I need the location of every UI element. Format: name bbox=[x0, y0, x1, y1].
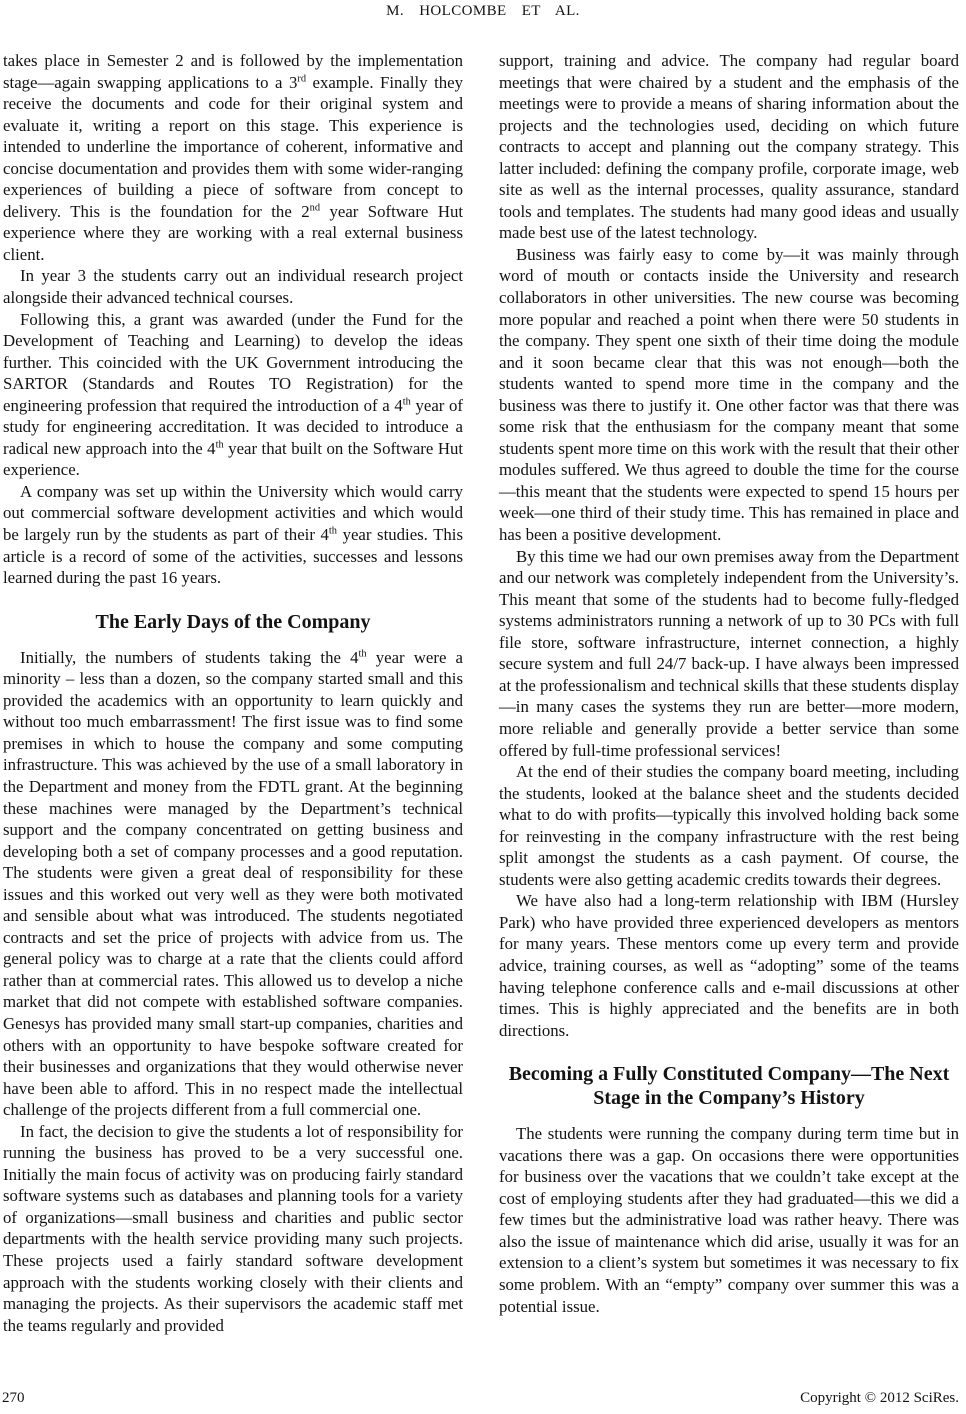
paragraph: In year 3 the students carry out an individual research project alongside their advanced technical courses. bbox=[3, 266, 463, 308]
copyright-notice: Copyright © 2012 SciRes. bbox=[800, 1390, 959, 1406]
paragraph: Business was fairly easy to come by—it was mainly through word of mouth or contacts inside the University and research collaborators in other universities. The new course was becoming more popular and reached a point when there were 50 students in the company. They spent one sixth of their time doing the module and it soon became clear that this was not enough—both the students wanted to spend more time in the company and the business was there to justify it. One other factor was that there was some risk that the enthusiasm for the company meant that some students spent more time on this work with the result that their other modules suffered. We thus agreed to double the time for the course—this meant that the students were expected to spend 15 hours per week—one third of their study time. This has remained in place and has been a positive development. bbox=[499, 244, 959, 545]
right-column bbox=[499, 50, 959, 1336]
left-column bbox=[3, 50, 463, 1336]
paragraph: takes place in Semester 2 and is followed by the implementation stage—again swapping applications to a 3rd example. Finally they receive the documents and code for their original system and evaluate it, writing a report on this stage. This experience is intended to underline the importance of coherent, informative and concise documentation and provides them with some wider-ranging experiences of building a piece of software from concept to delivery. This is the foundation for the 2nd year Software Hut experience where they are working with a real external business client. bbox=[3, 51, 464, 264]
paragraph: In fact, the decision to give the students a lot of responsibility for running the business has proved to be a very successful one. Initially the main focus of activity was on producing fairly standard software systems such as databases and planning tools for a variety of organizations—small business and charities and public sector departments with the health service providing many such projects. These projects used a fairly standard software development approach with the students working closely with their clients and managing the projects. As their supervisors the academic staff met the teams regularly and provided bbox=[3, 1121, 463, 1335]
paragraph: Initially, the numbers of students taking the 4th year were a minority – less than a dozen, so the company started small and this provided the academics with an opportunity to learn quickly and without too much embarrassment! The first issue was to find some premises in which to house the company and some computing infrastructure. This was achieved by the use of a small laboratory in the Department and money from the FDTL grant. At the beginning these machines were managed by the Department’s technical support and the company concentrated on getting business and developing both a set of company processes and a good reputation. The students were given a great deal of responsibility for these issues and this worked out very well as they were both motivated and sensible about what was introduced. The students negotiated contracts and set the price of projects with advice from us. The general policy was to charge at a rate that the clients could afford rather than at commercial rates. This allowed us to develop a niche market that did not compete with established software companies. Genesys has provided many small start-up companies, charities and others with an opportunity to have bespoke software created for their businesses and organizations that they would otherwise never have been able to afford. This in no respect made the intellectual challenge of the projects different from a full commercial one. bbox=[3, 647, 464, 1120]
paragraph: By this time we had our own premises away from the Department and our network was completely independent from the University’s. This meant that some of the students had to become fully-fledged systems administrators running a network of up to 30 PCs with full file store, software infrastructure, internet connection, a highly secure system and full 24/7 back-up. I have always been impressed at the professionalism and technical skills that these students display—in many cases the systems they run are better—more modern, more reliable and generally provide a better service than some offered by full-time professional services! bbox=[499, 546, 959, 760]
paragraph: support, training and advice. The company had regular board meetings that were chaired by a student and the emphasis of the meetings were to provide a means of sharing information about the projects and the technologies used, deciding on which future contracts to accept and planning out the company strategy. This latter included: defining the company profile, corporate image, web site as well as the internal processes, quality assurance, standard tools and templates. The students had many good ideas and usually made best use of the latest technology. bbox=[499, 51, 959, 243]
page-number: 270 bbox=[2, 1390, 25, 1406]
paragraph: We have also had a long-term relationship with IBM (Hursley Park) who have provided three experienced developers as mentors for many years. These mentors come up every term and provide advice, training courses, as well as “adopting” some of the teams having telephone conference calls and e-mail discussions at other times. This is highly appreciated and the benefits are in both directions. bbox=[499, 891, 959, 1040]
text-columns bbox=[3, 50, 959, 1336]
running-head: M. HOLCOMBE ET AL. bbox=[386, 3, 580, 19]
paragraph: The students were running the company during term time but in vacations there was a gap. On occasions there were opportunities for business over the vacations that we couldn’t take except at the cost of employing students after they had graduated—this we did a few times but the administrative load was rather heavy. There was also the issue of maintenance which did arise, usually it was for an extension to a client’s system but sometimes it was necessary to fix some problem. With an “empty” company over summer this was a potential issue. bbox=[499, 1124, 959, 1316]
section-heading-early-days: The Early Days of the Company bbox=[95, 610, 371, 633]
paragraph: At the end of their studies the company board meeting, including the students, looked at the balance sheet and the students decided what to do with profits—typically this involved holding back some for reinvesting in the company infrastructure with the rest being split amongst the students as a cash payment. Of course, the students were also getting academic credits towards their degrees. bbox=[499, 762, 959, 889]
paragraph: Following this, a grant was awarded (under the Fund for the Development of Teaching and Learning) to develop the ideas further. This coincided with the UK Government introducing the SARTOR (Standards and Routes TO Registration) for the engineering profession that required the introduction of a 4th year of study for engineering accreditation. It was decided to introduce a radical new approach into the 4th year that built on the Software Hut experience. bbox=[3, 309, 463, 480]
section-heading-fully-constituted-company: Becoming a Fully Constituted Company—The Next Stage in the Company’s History bbox=[508, 1063, 950, 1110]
paragraph: A company was set up within the University which would carry out commercial software development activities and which would be largely run by the students as part of their 4th year studies. This article is a record of some of the activities, successes and lessons learned during the past 16 years. bbox=[3, 481, 463, 588]
